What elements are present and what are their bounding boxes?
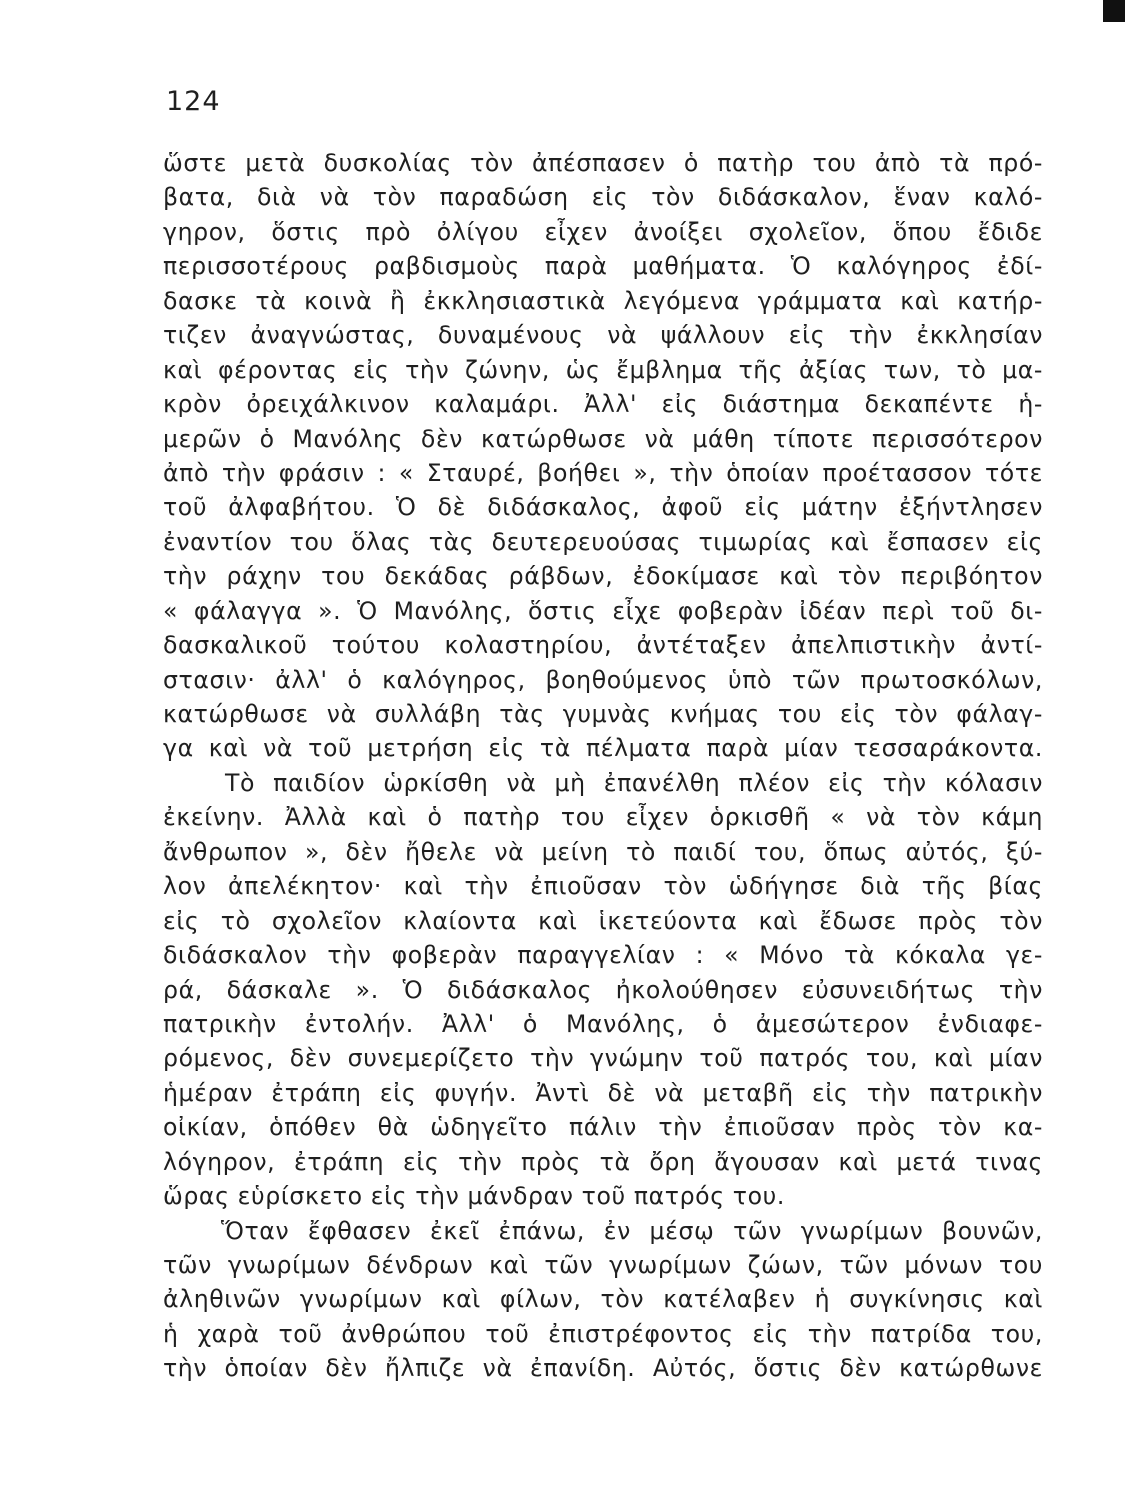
text-line: ὥρας εὑρίσκετο εἰς τὴν μάνδραν τοῦ πατρός του. xyxy=(163,1182,785,1211)
paragraph xyxy=(163,766,1043,1214)
text-line: κατώρθωσε νὰ συλλάβη τὰς γυμνὰς κνήμας του εἰς τὸν φάλαγ- xyxy=(163,700,1043,728)
text-line: οἰκίαν, ὁπόθεν θὰ ὡδηγεῖτο πάλιν τὴν ἐπιοῦσαν πρὸς τὸν κα- xyxy=(163,1113,1043,1142)
text-line: περισσοτέρους ραβδισμοὺς παρὰ μαθήματα. Ὁ καλόγηρος ἐδί- xyxy=(163,252,1043,281)
text-line: ἡμέραν ἐτράπη εἰς φυγήν. Ἀντὶ δὲ νὰ μεταβῆ εἰς τὴν πατρικὴν xyxy=(163,1078,1043,1107)
body-text xyxy=(163,146,1043,1386)
text-line: ἀληθινῶν γνωρίμων καὶ φίλων, τὸν κατέλαβεν ἡ συγκίνησις καὶ xyxy=(163,1285,1043,1314)
text-line: τιζεν ἀναγνώστας, δυναμένους νὰ ψάλλουν εἰς τὴν ἐκκλησίαν xyxy=(163,321,1043,350)
text-line: δασκε τὰ κοινὰ ἢ ἐκκλησιαστικὰ λεγόμενα γράμματα καὶ κατήρ- xyxy=(163,286,1043,315)
text-line: ἄνθρωπον », δὲν ἤθελε νὰ μείνη τὸ παιδί του, ὅπως αὐτός, ξύ- xyxy=(163,837,1043,866)
paragraph xyxy=(163,146,1043,766)
text-line: βατα, διὰ νὰ τὸν παραδώση εἰς τὸν διδάσκαλον, ἕναν καλό- xyxy=(163,183,1043,212)
text-line: ἡ χαρὰ τοῦ ἀνθρώπου τοῦ ἐπιστρέφοντος εἰς τὴν πατρίδα του, xyxy=(163,1319,1043,1348)
text-line: δασκαλικοῦ τούτου κολαστηρίου, ἀντέταξεν ἀπελπιστικὴν ἀντί- xyxy=(163,631,1043,660)
text-line: ἀπὸ τὴν φράσιν : « Σταυρέ, βοήθει », τὴν ὁποίαν προέτασσον τότε xyxy=(163,458,1043,487)
text-line: πατρικὴν ἐντολήν. Ἀλλ' ὁ Μανόλης, ὁ ἀμεσώτερον ἐνδιαφε- xyxy=(163,1009,1043,1038)
text-line: τὴν ράχην του δεκάδας ράβδων, ἐδοκίμασε καὶ τὸν περιβόητον xyxy=(163,562,1043,591)
text-line: τοῦ ἀλφαβήτου. Ὁ δὲ διδάσκαλος, ἀφοῦ εἰς μάτην ἐξήντλησεν xyxy=(163,493,1043,522)
text-line: τὴν ὁποίαν δὲν ἤλπιζε νὰ ἐπανίδη. Αὐτός, ὅστις δὲν κατώρθωνε xyxy=(163,1354,1043,1383)
text-line: λόγηρον, ἐτράπη εἰς τὴν πρὸς τὰ ὄρη ἄγουσαν καὶ μετά τινας xyxy=(163,1147,1043,1176)
text-line: κρὸν ὀρειχάλκινον καλαμάρι. Ἀλλ' εἰς διάστημα δεκαπέντε ἡ- xyxy=(163,390,1043,419)
text-line: γα καὶ νὰ τοῦ μετρήση εἰς τὰ πέλματα παρὰ μίαν τεσσαράκοντα. xyxy=(163,734,1043,763)
text-line: μερῶν ὁ Μανόλης δὲν κατώρθωσε νὰ μάθη τίποτε περισσότερον xyxy=(163,424,1043,453)
text-line: εἰς τὸ σχολεῖον κλαίοντα καὶ ἱκετεύοντα καὶ ἔδωσε πρὸς τὸν xyxy=(163,906,1043,935)
scan-corner-mark xyxy=(1103,0,1125,22)
text-line: « φάλαγγα ». Ὁ Μανόλης, ὅστις εἶχε φοβερὰν ἰδέαν περὶ τοῦ δι- xyxy=(163,596,1043,625)
text-line: τῶν γνωρίμων δένδρων καὶ τῶν γνωρίμων ζώων, τῶν μόνων του xyxy=(163,1251,1043,1279)
text-line: καὶ φέροντας εἰς τὴν ζώνην, ὡς ἔμβλημα τῆς ἀξίας των, τὸ μα- xyxy=(163,355,1043,384)
text-line: στασιν· ἀλλ' ὁ καλόγηρος, βοηθούμενος ὑπὸ τῶν πρωτοσκόλων, xyxy=(163,665,1043,694)
text-line: γηρον, ὅστις πρὸ ὀλίγου εἶχεν ἀνοίξει σχολεῖον, ὅπου ἔδιδε xyxy=(163,217,1043,246)
text-line: διδάσκαλον τὴν φοβερὰν παραγγελίαν : « Μόνο τὰ κόκαλα γε- xyxy=(163,941,1043,970)
text-line: Τὸ παιδίον ὡρκίσθη νὰ μὴ ἐπανέλθη πλέον εἰς τὴν κόλασιν xyxy=(225,768,1043,797)
text-line: ἐναντίον του ὅλας τὰς δευτερευούσας τιμωρίας καὶ ἔσπασεν εἰς xyxy=(163,527,1043,556)
text-line: Ὅταν ἔφθασεν ἐκεῖ ἐπάνω, ἐν μέσῳ τῶν γνωρίμων βουνῶν, xyxy=(221,1216,1043,1245)
text-line: ρόμενος, δὲν συνεμερίζετο τὴν γνώμην τοῦ πατρός του, καὶ μίαν xyxy=(163,1044,1043,1073)
text-line: λον ἀπελέκητον· καὶ τὴν ἐπιοῦσαν τὸν ὡδήγησε διὰ τῆς βίας xyxy=(163,872,1043,901)
text-line: ἐκείνην. Ἀλλὰ καὶ ὁ πατὴρ του εἶχεν ὁρκισθῆ « νὰ τὸν κάμη xyxy=(163,803,1043,832)
page-number: 124 xyxy=(166,86,221,117)
text-line: ρά, δάσκαλε ». Ὁ διδάσκαλος ἠκολούθησεν εὐσυνειδήτως τὴν xyxy=(163,975,1043,1004)
text-line: ὥστε μετὰ δυσκολίας τὸν ἀπέσπασεν ὁ πατὴρ του ἀπὸ τὰ πρό- xyxy=(163,149,1043,177)
paragraph xyxy=(163,1214,1043,1386)
